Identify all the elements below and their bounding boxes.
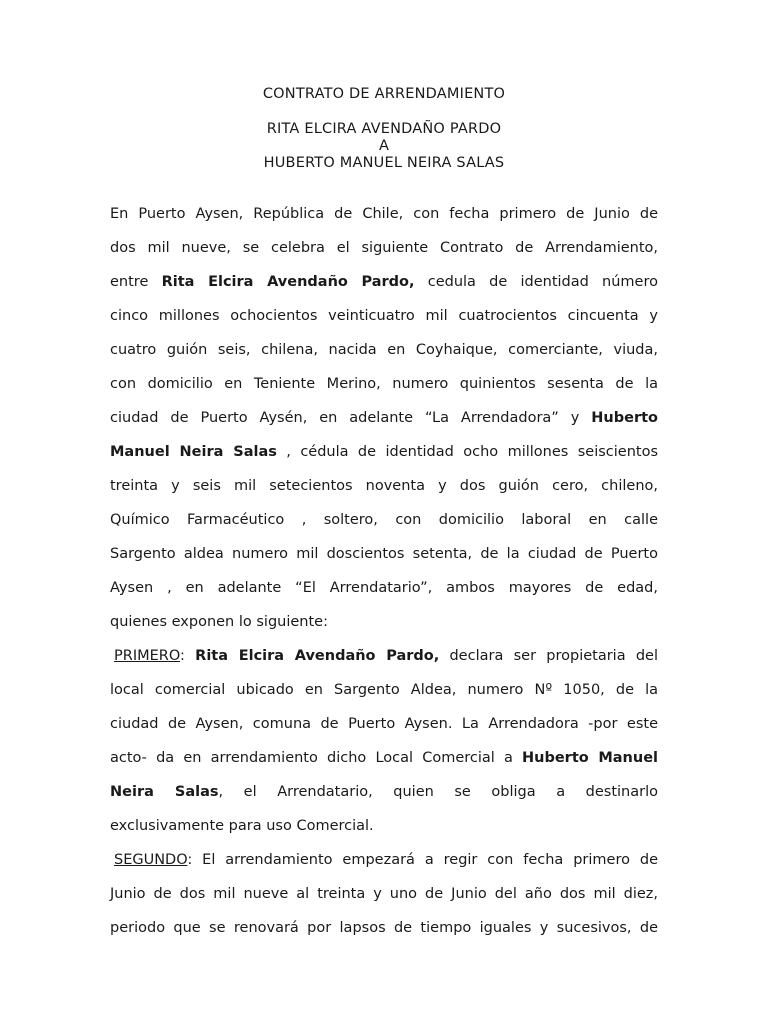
body-line-12: Aysen , en adelante “El Arrendatario”, ambos mayores de edad,	[110, 580, 658, 596]
body-line-16: ciudad de Aysen, comuna de Puerto Aysen. La Arrendadora -por este	[110, 716, 658, 732]
body-line-9: treinta y seis mil setecientos noventa y dos guión cero, chileno,	[110, 478, 658, 494]
text-fragment: ciudad de Puerto Aysén, en adelante “La Arrendadora” y	[110, 410, 592, 426]
landlord-name: Rita Elcira Avendaño Pardo,	[161, 274, 415, 290]
body-line-18	[110, 783, 658, 801]
body-line-11: Sargento aldea numero mil doscientos setenta, de la ciudad de Puerto	[110, 546, 658, 562]
body-line-21: Junio de dos mil nueve al treinta y uno de Junio del año dos mil diez,	[110, 886, 658, 902]
body-line-2: dos mil nueve, se celebra el siguiente Contrato de Arrendamiento,	[110, 240, 658, 256]
text-fragment: declara ser propietaria del	[439, 648, 658, 664]
conjunction-heading: A	[378, 138, 390, 154]
text-fragment: : El arrendamiento empezará a regir con fecha primero de	[187, 852, 658, 868]
body-line-17	[110, 749, 658, 767]
text-fragment: acto- da en arrendamiento dicho Local Comercial a	[110, 750, 523, 766]
text-fragment: entre	[110, 274, 162, 290]
body-line-13: quienes exponen lo siguiente:	[110, 614, 328, 630]
tenant-name-part: Neira Salas	[110, 784, 219, 800]
tenant-name-part: Huberto Manuel	[522, 750, 658, 766]
body-line-1: En Puerto Aysen, República de Chile, con fecha primero de Junio de	[110, 206, 658, 222]
text-fragment: :	[180, 648, 196, 664]
body-line-4: cinco millones ochocientos veinticuatro mil cuatrocientos cincuenta y	[110, 308, 658, 324]
clause-label-segundo: SEGUNDO	[114, 852, 188, 868]
clause-primero-line-1	[114, 647, 658, 665]
body-line-15: local comercial ubicado en Sargento Aldea, numero Nº 1050, de la	[110, 682, 658, 698]
landlord-name: Rita Elcira Avendaño Pardo,	[195, 648, 440, 664]
party-b-heading: HUBERTO MANUEL NEIRA SALAS	[263, 155, 505, 171]
body-line-10: Químico Farmacéutico , soltero, con domicilio laboral en calle	[110, 512, 658, 528]
text-fragment: , cédula de identidad ocho millones seiscientos	[276, 444, 659, 460]
body-line-6: con domicilio en Teniente Merino, numero quinientos sesenta de la	[110, 376, 658, 392]
clause-segundo-line-1	[114, 851, 658, 869]
body-line-22: periodo que se renovará por lapsos de tiempo iguales y sucesivos, de	[110, 920, 658, 936]
body-line-7	[110, 409, 658, 427]
body-line-19: exclusivamente para uso Comercial.	[110, 818, 374, 834]
text-fragment: , el Arrendatario, quien se obliga a destinarlo	[218, 784, 658, 800]
body-line-8	[110, 443, 658, 461]
party-a-heading: RITA ELCIRA AVENDAÑO PARDO	[266, 121, 502, 137]
contract-title: CONTRATO DE ARRENDAMIENTO	[262, 86, 506, 102]
body-line-5: cuatro guión seis, chilena, nacida en Coyhaique, comerciante, viuda,	[110, 342, 658, 358]
body-line-3	[110, 273, 658, 291]
text-fragment: cedula de identidad número	[414, 274, 658, 290]
clause-label-primero: PRIMERO	[114, 648, 181, 664]
tenant-name-part: Manuel Neira Salas	[110, 444, 277, 460]
tenant-name-part: Huberto	[591, 410, 658, 426]
